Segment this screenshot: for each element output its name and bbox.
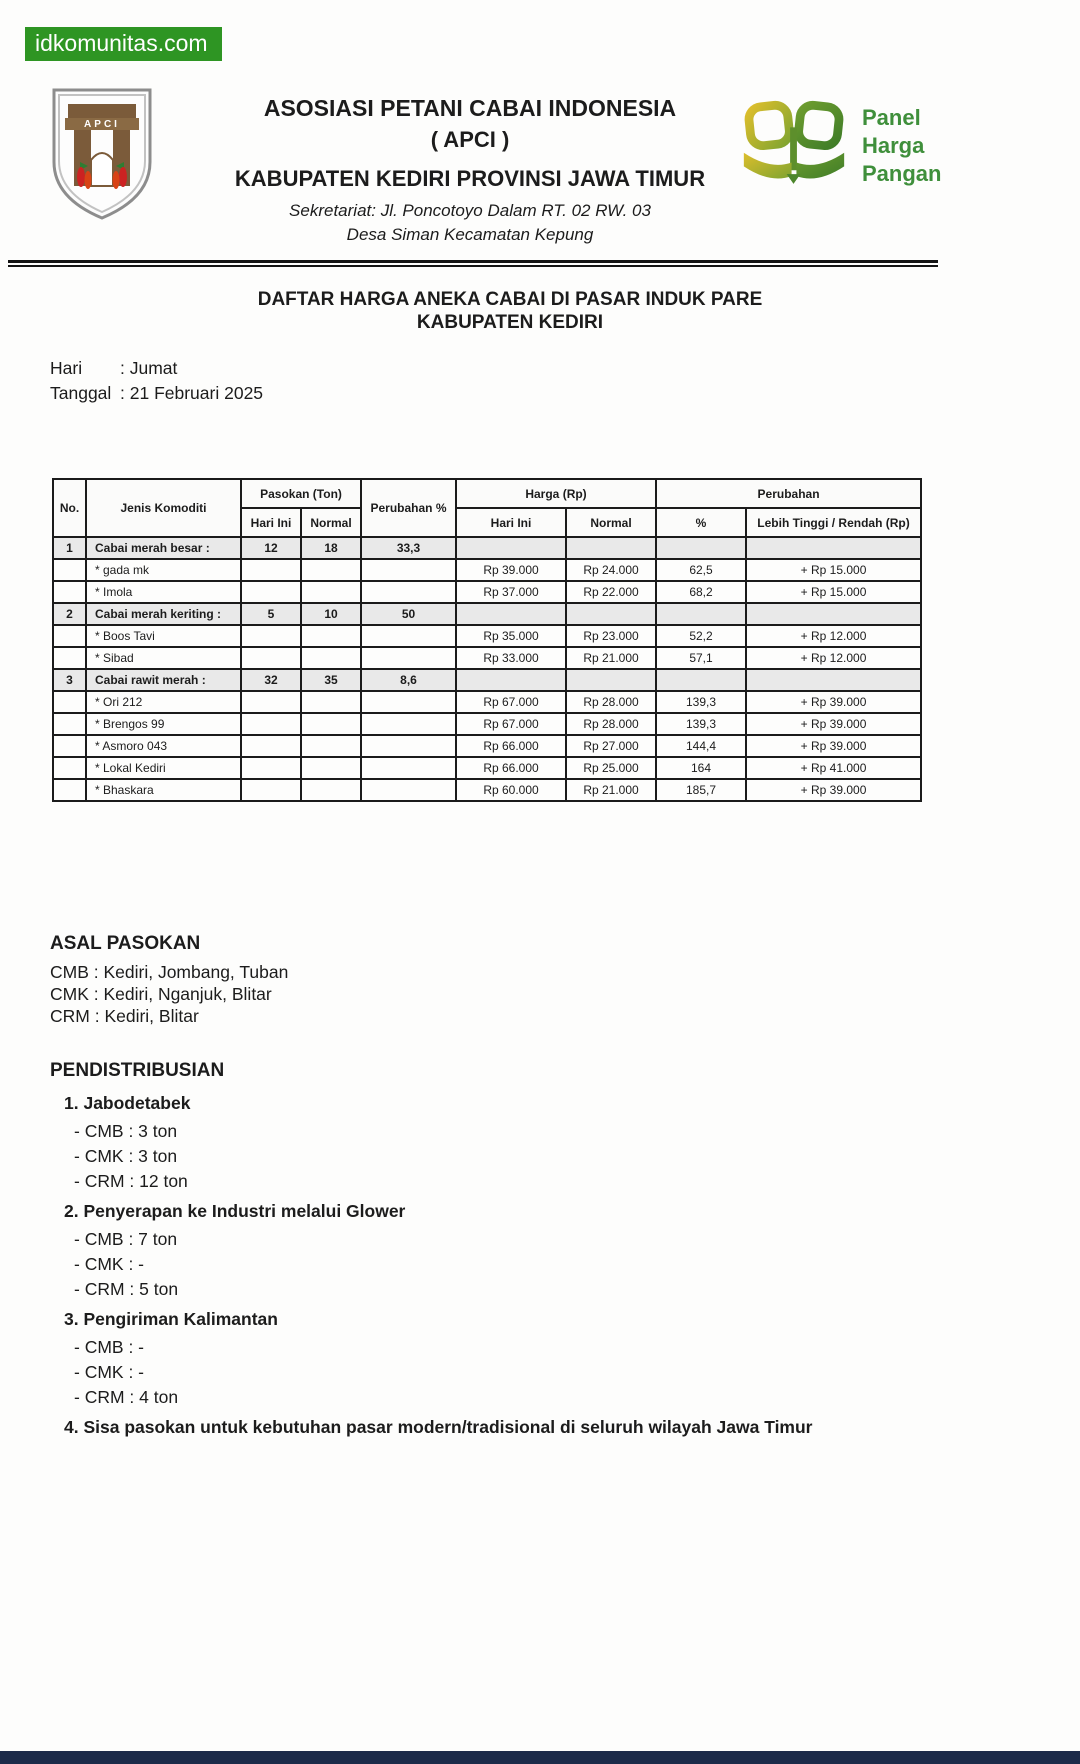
cell-pasokan-hari-ini: 5 bbox=[241, 603, 301, 625]
cell-pct: 139,3 bbox=[656, 691, 746, 713]
cell-pct: 185,7 bbox=[656, 779, 746, 801]
col-header-pct: % bbox=[656, 508, 746, 537]
cell-perubahan-pct bbox=[361, 713, 456, 735]
cell-perubahan-pct bbox=[361, 581, 456, 603]
cell-pasokan-normal bbox=[301, 691, 361, 713]
cell-harga-hari-ini: Rp 67.000 bbox=[456, 713, 566, 735]
org-name: ASOSIASI PETANI CABAI INDONESIA bbox=[263, 95, 677, 121]
cell-pct: 57,1 bbox=[656, 647, 746, 669]
asal-pasokan-heading: ASAL PASOKAN bbox=[50, 933, 201, 954]
cell-komoditi: Cabai merah keriting : bbox=[86, 603, 241, 625]
cell-harga-normal: Rp 21.000 bbox=[566, 647, 656, 669]
cell-pasokan-hari-ini bbox=[241, 625, 301, 647]
cell-pasokan-hari-ini bbox=[241, 581, 301, 603]
cell-pasokan-normal bbox=[301, 647, 361, 669]
cell-pasokan-hari-ini bbox=[241, 735, 301, 757]
cell-pct: 62,5 bbox=[656, 559, 746, 581]
cell-perubahan-pct: 50 bbox=[361, 603, 456, 625]
col-header-komoditi: Jenis Komoditi bbox=[86, 479, 241, 537]
cell-komoditi: * gada mk bbox=[86, 559, 241, 581]
table-row bbox=[53, 581, 921, 603]
pendistribusian-item-label: 3. Pengiriman Kalimantan bbox=[64, 1309, 278, 1329]
table-row bbox=[53, 691, 921, 713]
pendistribusian-item-label: 1. Jabodetabek bbox=[64, 1093, 191, 1113]
table-category-row bbox=[53, 603, 921, 625]
cell-pasokan-normal bbox=[301, 559, 361, 581]
document-title bbox=[90, 288, 930, 334]
cell-harga-hari-ini bbox=[456, 603, 566, 625]
pendistribusian-item-detail: - CMB : 3 ton bbox=[74, 1121, 178, 1141]
panel-logo-word3: Pangan bbox=[862, 161, 942, 186]
cell-no: 1 bbox=[53, 537, 86, 559]
cell-pasokan-hari-ini bbox=[241, 757, 301, 779]
pendistribusian-item-detail: - CRM : 4 ton bbox=[74, 1387, 179, 1407]
asal-pasokan-line: CMB : Kediri, Jombang, Tuban bbox=[50, 962, 289, 982]
asal-pasokan-line: CMK : Kediri, Nganjuk, Blitar bbox=[50, 984, 272, 1004]
cell-harga-normal: Rp 28.000 bbox=[566, 713, 656, 735]
cell-selisih bbox=[746, 669, 921, 691]
col-header-harga-normal: Normal bbox=[566, 508, 656, 537]
pendistribusian-section bbox=[50, 1060, 813, 1443]
cell-selisih: + Rp 15.000 bbox=[746, 559, 921, 581]
cell-harga-normal: Rp 21.000 bbox=[566, 779, 656, 801]
table-row bbox=[53, 647, 921, 669]
cell-komoditi: * Boos Tavi bbox=[86, 625, 241, 647]
org-header bbox=[185, 95, 755, 245]
price-table-header bbox=[53, 479, 921, 537]
cell-harga-hari-ini bbox=[456, 537, 566, 559]
meta-date bbox=[50, 381, 263, 406]
cell-no bbox=[53, 713, 86, 735]
cell-no bbox=[53, 779, 86, 801]
meta-day-sep: : bbox=[120, 358, 125, 378]
cell-no bbox=[53, 581, 86, 603]
cell-harga-hari-ini: Rp 66.000 bbox=[456, 735, 566, 757]
cell-no: 3 bbox=[53, 669, 86, 691]
cell-pasokan-hari-ini: 32 bbox=[241, 669, 301, 691]
cell-pasokan-normal: 18 bbox=[301, 537, 361, 559]
cell-selisih: + Rp 12.000 bbox=[746, 625, 921, 647]
pendistribusian-heading: PENDISTRIBUSIAN bbox=[50, 1060, 225, 1081]
footer-bar bbox=[0, 1751, 1080, 1764]
cell-pct: 68,2 bbox=[656, 581, 746, 603]
cell-no bbox=[53, 735, 86, 757]
table-row bbox=[53, 735, 921, 757]
asal-pasokan-line: CRM : Kediri, Blitar bbox=[50, 1006, 199, 1026]
cell-selisih bbox=[746, 537, 921, 559]
cell-pasokan-normal bbox=[301, 735, 361, 757]
cell-pasokan-hari-ini bbox=[241, 647, 301, 669]
cell-perubahan-pct bbox=[361, 647, 456, 669]
pendistribusian-item-detail: - CMB : - bbox=[74, 1337, 144, 1357]
cell-perubahan-pct bbox=[361, 559, 456, 581]
cell-no bbox=[53, 691, 86, 713]
cell-harga-normal: Rp 25.000 bbox=[566, 757, 656, 779]
asal-pasokan-section bbox=[50, 933, 288, 1027]
cell-harga-hari-ini: Rp 33.000 bbox=[456, 647, 566, 669]
cell-harga-hari-ini: Rp 67.000 bbox=[456, 691, 566, 713]
cell-no bbox=[53, 757, 86, 779]
cell-pasokan-normal bbox=[301, 581, 361, 603]
col-group-pasokan: Pasokan (Ton) bbox=[241, 479, 361, 508]
cell-harga-normal: Rp 23.000 bbox=[566, 625, 656, 647]
cell-harga-hari-ini: Rp 39.000 bbox=[456, 559, 566, 581]
cell-komoditi: * Bhaskara bbox=[86, 779, 241, 801]
pendistribusian-item-label: 2. Penyerapan ke Industri melalui Glower bbox=[64, 1201, 406, 1221]
cell-pasokan-normal bbox=[301, 779, 361, 801]
header-divider bbox=[8, 260, 938, 267]
table-category-row bbox=[53, 669, 921, 691]
apci-shield-logo bbox=[44, 82, 160, 229]
cell-pct bbox=[656, 537, 746, 559]
cell-komoditi: * Sibad bbox=[86, 647, 241, 669]
cell-selisih: + Rp 39.000 bbox=[746, 735, 921, 757]
cell-komoditi: * Ori 212 bbox=[86, 691, 241, 713]
pendistribusian-item-detail: - CRM : 5 ton bbox=[74, 1279, 179, 1299]
cell-komoditi: Cabai rawit merah : bbox=[86, 669, 241, 691]
document-title-line2: KABUPATEN KEDIRI bbox=[416, 312, 604, 333]
cell-perubahan-pct bbox=[361, 757, 456, 779]
cell-pct: 164 bbox=[656, 757, 746, 779]
cell-pasokan-hari-ini bbox=[241, 713, 301, 735]
cell-selisih: + Rp 15.000 bbox=[746, 581, 921, 603]
meta-date-sep: : bbox=[120, 383, 125, 403]
watermark-badge: idkomunitas.com bbox=[25, 27, 222, 61]
cell-pasokan-hari-ini: 12 bbox=[241, 537, 301, 559]
pendistribusian-item-detail: - CMK : 3 ton bbox=[74, 1146, 178, 1166]
cell-perubahan-pct bbox=[361, 691, 456, 713]
col-header-harga-hari-ini: Hari Ini bbox=[456, 508, 566, 537]
cell-selisih: + Rp 12.000 bbox=[746, 647, 921, 669]
table-row bbox=[53, 757, 921, 779]
asal-pasokan-lines bbox=[50, 961, 288, 1027]
document-meta bbox=[50, 356, 263, 406]
org-abbrev: ( APCI ) bbox=[430, 127, 510, 152]
table-row bbox=[53, 779, 921, 801]
pendistribusian-item-detail: - CMK : - bbox=[74, 1362, 144, 1382]
cell-selisih bbox=[746, 603, 921, 625]
pendistribusian-item-label: 4. Sisa pasokan untuk kebutuhan pasar modern/tradisional di seluruh wilayah Jawa Timur bbox=[64, 1417, 813, 1437]
col-header-perubahan-pct: Perubahan % bbox=[361, 479, 456, 537]
table-row bbox=[53, 713, 921, 735]
cell-harga-normal bbox=[566, 537, 656, 559]
cell-pasokan-normal: 10 bbox=[301, 603, 361, 625]
pendistribusian-item-detail: - CRM : 12 ton bbox=[74, 1171, 188, 1191]
meta-day bbox=[50, 356, 263, 381]
table-category-row bbox=[53, 537, 921, 559]
table-row bbox=[53, 559, 921, 581]
cell-pasokan-hari-ini bbox=[241, 691, 301, 713]
cell-selisih: + Rp 39.000 bbox=[746, 691, 921, 713]
col-header-selisih: Lebih Tinggi / Rendah (Rp) bbox=[746, 508, 921, 537]
cell-harga-normal bbox=[566, 669, 656, 691]
cell-harga-normal: Rp 28.000 bbox=[566, 691, 656, 713]
price-table bbox=[52, 478, 922, 802]
col-header-pasokan-normal: Normal bbox=[301, 508, 361, 537]
cell-pct: 52,2 bbox=[656, 625, 746, 647]
cell-harga-hari-ini: Rp 37.000 bbox=[456, 581, 566, 603]
secretariat-address-line2: Desa Siman Kecamatan Kepung bbox=[346, 225, 594, 244]
cell-perubahan-pct bbox=[361, 779, 456, 801]
cell-selisih: + Rp 41.000 bbox=[746, 757, 921, 779]
cell-harga-hari-ini bbox=[456, 669, 566, 691]
cell-komoditi: * Imola bbox=[86, 581, 241, 603]
panel-logo-word1: Panel bbox=[862, 105, 921, 130]
cell-harga-normal: Rp 27.000 bbox=[566, 735, 656, 757]
col-group-harga: Harga (Rp) bbox=[456, 479, 656, 508]
panel-logo-wordmark bbox=[862, 104, 941, 188]
apci-logo-text: APCI bbox=[84, 119, 120, 130]
cell-perubahan-pct bbox=[361, 735, 456, 757]
col-header-no: No. bbox=[53, 479, 86, 537]
cell-harga-hari-ini: Rp 35.000 bbox=[456, 625, 566, 647]
cell-pasokan-hari-ini bbox=[241, 779, 301, 801]
cell-perubahan-pct bbox=[361, 625, 456, 647]
cell-perubahan-pct: 33,3 bbox=[361, 537, 456, 559]
cell-pasokan-normal: 35 bbox=[301, 669, 361, 691]
cell-pasokan-normal bbox=[301, 713, 361, 735]
cell-harga-normal bbox=[566, 603, 656, 625]
panel-logo-word2: Harga bbox=[862, 133, 925, 158]
meta-date-value: 21 Februari 2025 bbox=[129, 383, 264, 403]
cell-harga-normal: Rp 22.000 bbox=[566, 581, 656, 603]
panel-harga-pangan-logo bbox=[738, 94, 941, 192]
cell-komoditi: Cabai merah besar : bbox=[86, 537, 241, 559]
cell-pct: 144,4 bbox=[656, 735, 746, 757]
col-group-perubahan: Perubahan bbox=[656, 479, 921, 508]
pendistribusian-item-detail: - CMK : - bbox=[74, 1254, 144, 1274]
cell-harga-hari-ini: Rp 66.000 bbox=[456, 757, 566, 779]
panel-harga-pangan-icon bbox=[738, 94, 850, 192]
cell-selisih: + Rp 39.000 bbox=[746, 779, 921, 801]
cell-komoditi: * Lokal Kediri bbox=[86, 757, 241, 779]
cell-no bbox=[53, 625, 86, 647]
document-title-line1: DAFTAR HARGA ANEKA CABAI DI PASAR INDUK PARE bbox=[257, 289, 763, 310]
pendistribusian-item-detail: - CMB : 7 ton bbox=[74, 1229, 178, 1249]
table-row bbox=[53, 625, 921, 647]
cell-pasokan-normal bbox=[301, 757, 361, 779]
cell-harga-hari-ini: Rp 60.000 bbox=[456, 779, 566, 801]
cell-pct bbox=[656, 603, 746, 625]
cell-pasokan-hari-ini bbox=[241, 559, 301, 581]
col-header-pasokan-hari-ini: Hari Ini bbox=[241, 508, 301, 537]
org-region: KABUPATEN KEDIRI PROVINSI JAWA TIMUR bbox=[234, 166, 706, 191]
cell-komoditi: * Asmoro 043 bbox=[86, 735, 241, 757]
cell-komoditi: * Brengos 99 bbox=[86, 713, 241, 735]
meta-day-label: Hari bbox=[50, 358, 83, 378]
cell-perubahan-pct: 8,6 bbox=[361, 669, 456, 691]
cell-pct bbox=[656, 669, 746, 691]
cell-pasokan-normal bbox=[301, 625, 361, 647]
cell-pct: 139,3 bbox=[656, 713, 746, 735]
cell-no bbox=[53, 559, 86, 581]
price-table-body bbox=[53, 537, 921, 801]
meta-day-value: Jumat bbox=[129, 358, 178, 378]
cell-selisih: + Rp 39.000 bbox=[746, 713, 921, 735]
pendistribusian-items bbox=[50, 1091, 813, 1439]
cell-harga-normal: Rp 24.000 bbox=[566, 559, 656, 581]
meta-date-label: Tanggal bbox=[50, 383, 112, 403]
cell-no bbox=[53, 647, 86, 669]
apci-shield-icon bbox=[44, 82, 160, 224]
cell-no: 2 bbox=[53, 603, 86, 625]
secretariat-address-line1: Sekretariat: Jl. Poncotoyo Dalam RT. 02 RW. 03 bbox=[289, 201, 651, 220]
